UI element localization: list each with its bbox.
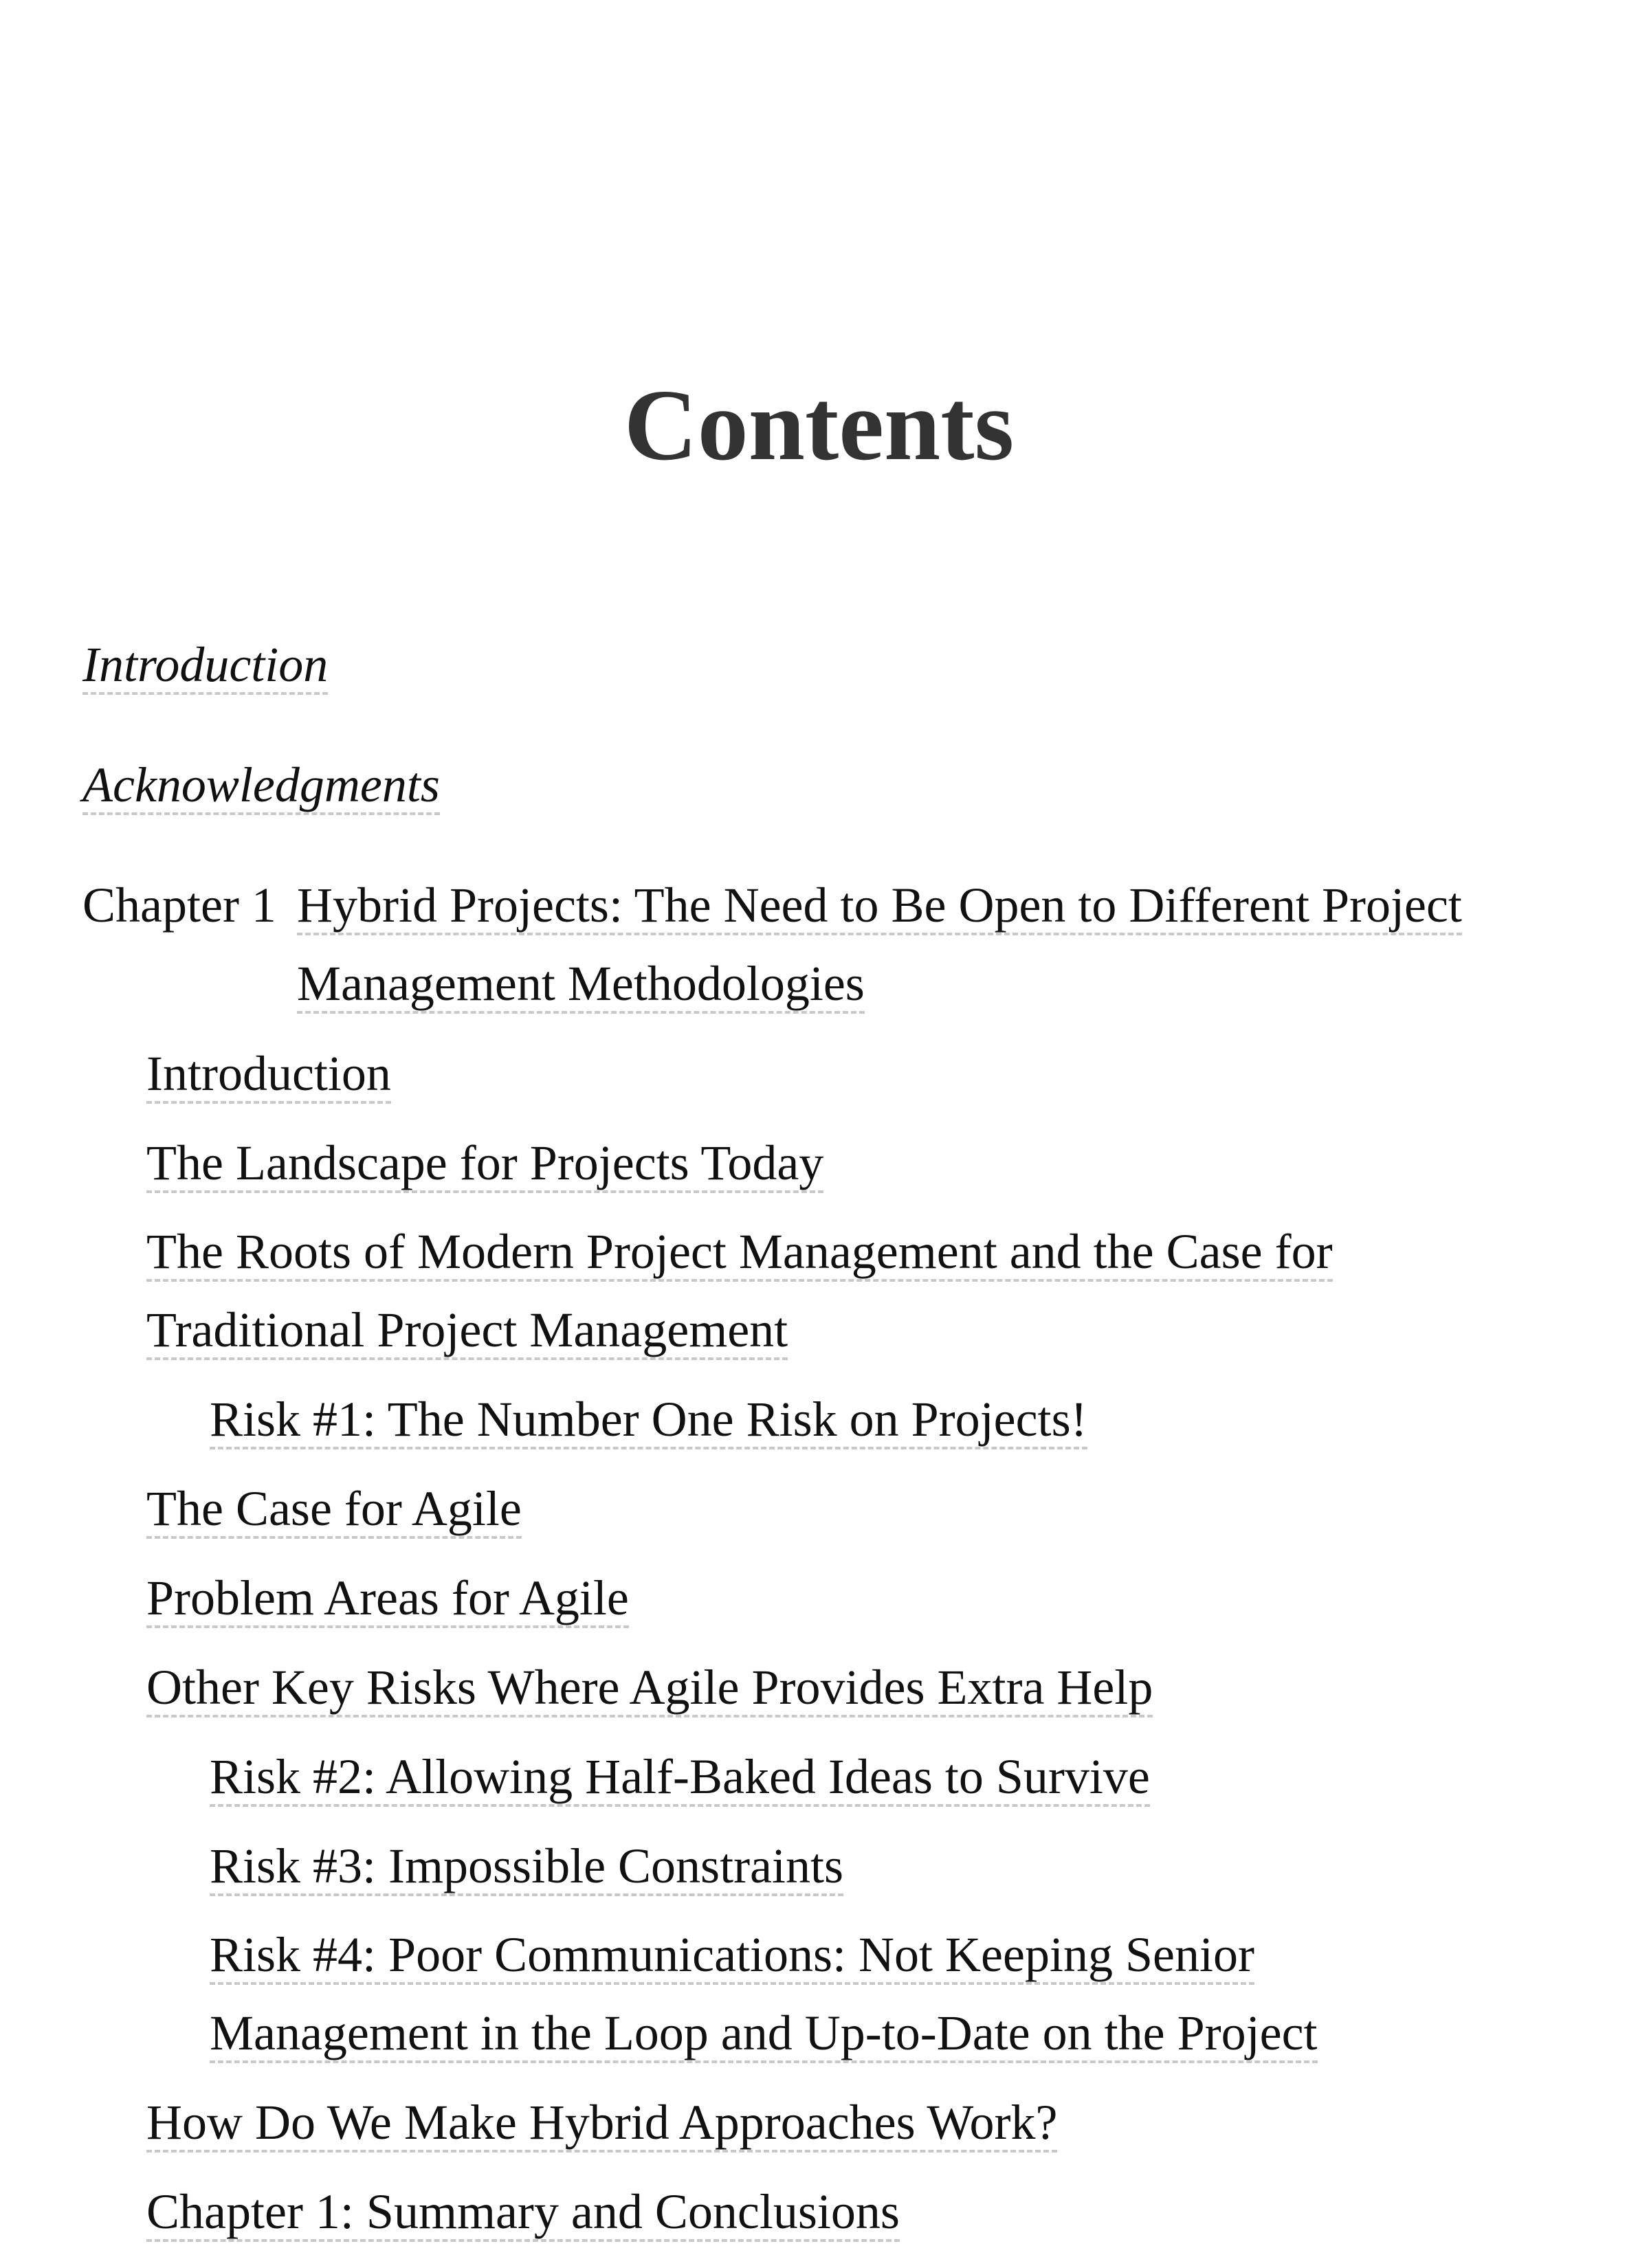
toc-link[interactable]: Traditional Project Management	[146, 1302, 788, 1360]
toc-entry-section-other-key-risks[interactable]	[146, 1648, 1153, 1726]
toc-link[interactable]: Hybrid Projects: The Need to Be Open to Different Project	[297, 878, 1462, 935]
toc-entry-acknowledgments[interactable]	[82, 746, 440, 824]
toc-entry-risk-3[interactable]	[210, 1827, 843, 1905]
toc-entry-section-roots-line-1[interactable]	[146, 1212, 1333, 1291]
toc-entry-introduction-front[interactable]	[82, 625, 328, 704]
toc-entry-section-case-for-agile[interactable]	[146, 1469, 522, 1548]
toc-link[interactable]: The Landscape for Projects Today	[146, 1135, 823, 1193]
toc-entry-section-chapter-1-summary[interactable]	[146, 2172, 900, 2251]
toc-link[interactable]: Risk #2: Allowing Half-Baked Ideas to Survive	[210, 1749, 1150, 1807]
toc-link[interactable]: Acknowledgments	[82, 757, 440, 815]
toc-link[interactable]: Introduction	[82, 637, 328, 695]
toc-link[interactable]: Risk #3: Impossible Constraints	[210, 1838, 843, 1896]
toc-link[interactable]: The Roots of Modern Project Management and the Case for	[146, 1224, 1333, 1282]
toc-entry-section-roots-line-2[interactable]	[146, 1291, 788, 1369]
toc-entry-chapter-1-title-line-1[interactable]	[297, 866, 1462, 944]
toc-link[interactable]: Problem Areas for Agile	[146, 1570, 629, 1628]
page-title: Contents	[623, 369, 1015, 482]
toc-entry-risk-4-line-1[interactable]	[210, 1915, 1254, 1994]
toc-entry-section-hybrid-approaches[interactable]	[146, 2083, 1057, 2161]
toc-entry-risk-1[interactable]	[210, 1380, 1087, 1458]
toc-link[interactable]: The Case for Agile	[146, 1481, 522, 1539]
toc-link[interactable]: Other Key Risks Where Agile Provides Extra Help	[146, 1660, 1153, 1717]
toc-link[interactable]: Management in the Loop and Up-to-Date on the Project	[210, 2005, 1318, 2063]
toc-entry-section-problem-areas[interactable]	[146, 1559, 629, 1637]
toc-link[interactable]: Risk #4: Poor Communications: Not Keeping Senior	[210, 1927, 1254, 1985]
toc-link[interactable]: Chapter 1: Summary and Conclusions	[146, 2184, 900, 2242]
toc-link[interactable]: How Do We Make Hybrid Approaches Work?	[146, 2095, 1057, 2153]
toc-link[interactable]: Introduction	[146, 1046, 391, 1104]
chapter-number-label: Chapter 1	[82, 878, 276, 933]
toc-link[interactable]: Management Methodologies	[297, 956, 865, 1014]
toc-entry-risk-2[interactable]	[210, 1737, 1150, 1816]
toc-entry-section-introduction[interactable]	[146, 1034, 391, 1113]
toc-entry-chapter-1-title-line-2[interactable]	[297, 944, 865, 1023]
toc-link[interactable]: Risk #1: The Number One Risk on Projects!	[210, 1392, 1087, 1449]
toc-entry-risk-4-line-2[interactable]	[210, 1994, 1318, 2072]
toc-entry-section-landscape[interactable]	[146, 1124, 823, 1202]
